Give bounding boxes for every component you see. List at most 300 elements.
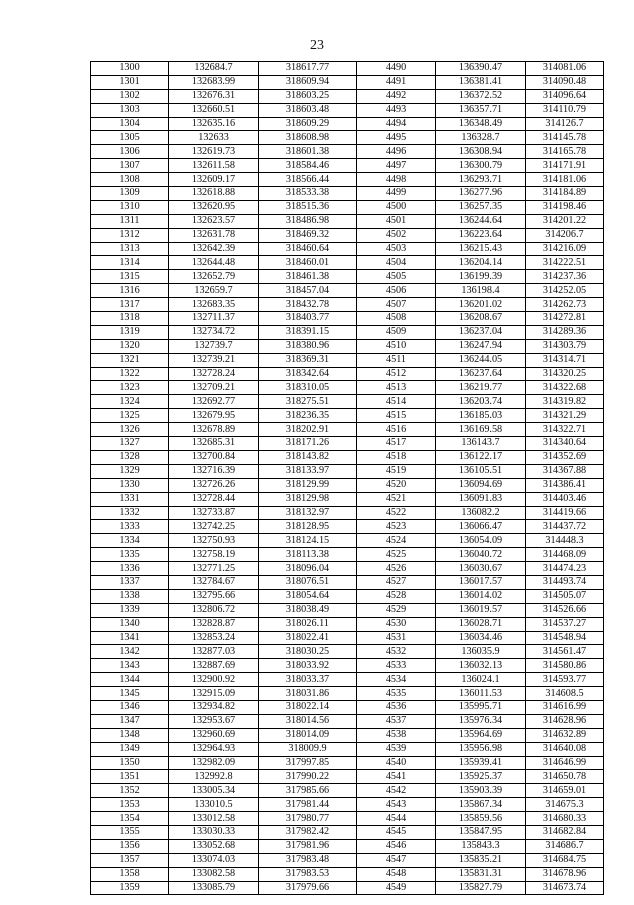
- point-number-right-cell: 4505: [357, 270, 436, 284]
- y-coordinate-right-cell: 314198.46: [526, 200, 604, 214]
- table-row: [91, 242, 604, 256]
- table-row: [91, 589, 604, 603]
- x-coordinate-right-cell: 136308.94: [436, 145, 526, 159]
- x-coordinate-left-cell: 132934.82: [169, 700, 259, 714]
- x-coordinate-right-cell: 136019.57: [436, 603, 526, 617]
- table-row: [91, 200, 604, 214]
- x-coordinate-left-cell: 132877.03: [169, 645, 259, 659]
- table-row: [91, 603, 604, 617]
- x-coordinate-right-cell: 136348.49: [436, 117, 526, 131]
- point-number-right-cell: 4512: [357, 367, 436, 381]
- table-row: [91, 339, 604, 353]
- point-number-right-cell: 4524: [357, 534, 436, 548]
- x-coordinate-right-cell: 136293.71: [436, 173, 526, 187]
- y-coordinate-right-cell: 314222.51: [526, 256, 604, 270]
- x-coordinate-right-cell: 136105.51: [436, 464, 526, 478]
- point-number-left-cell: 1343: [91, 659, 169, 673]
- y-coordinate-left-cell: 317983.53: [259, 867, 357, 881]
- x-coordinate-left-cell: 132739.7: [169, 339, 259, 353]
- x-coordinate-right-cell: 136244.64: [436, 214, 526, 228]
- x-coordinate-left-cell: 132611.58: [169, 159, 259, 173]
- y-coordinate-left-cell: 318236.35: [259, 409, 357, 423]
- y-coordinate-right-cell: 314403.46: [526, 492, 604, 506]
- y-coordinate-left-cell: 318460.64: [259, 242, 357, 256]
- point-number-right-cell: 4548: [357, 867, 436, 881]
- point-number-right-cell: 4549: [357, 881, 436, 895]
- y-coordinate-right-cell: 314505.07: [526, 589, 604, 603]
- x-coordinate-right-cell: 136300.79: [436, 159, 526, 173]
- y-coordinate-left-cell: 318014.09: [259, 728, 357, 742]
- x-coordinate-left-cell: 132726.26: [169, 478, 259, 492]
- y-coordinate-left-cell: 318030.25: [259, 645, 357, 659]
- point-number-left-cell: 1334: [91, 534, 169, 548]
- point-number-right-cell: 4530: [357, 617, 436, 631]
- point-number-left-cell: 1338: [91, 589, 169, 603]
- x-coordinate-left-cell: 132716.39: [169, 464, 259, 478]
- table-row: [91, 881, 604, 895]
- table-row: [91, 645, 604, 659]
- y-coordinate-right-cell: 314262.73: [526, 298, 604, 312]
- point-number-left-cell: 1336: [91, 562, 169, 576]
- x-coordinate-right-cell: 135903.39: [436, 784, 526, 798]
- y-coordinate-right-cell: 314593.77: [526, 673, 604, 687]
- coordinates-table-container: [90, 61, 603, 895]
- point-number-left-cell: 1359: [91, 881, 169, 895]
- point-number-left-cell: 1329: [91, 464, 169, 478]
- y-coordinate-left-cell: 318533.38: [259, 187, 357, 201]
- y-coordinate-left-cell: 318129.98: [259, 492, 357, 506]
- y-coordinate-left-cell: 318129.99: [259, 478, 357, 492]
- y-coordinate-right-cell: 314252.05: [526, 284, 604, 298]
- y-coordinate-left-cell: 318033.37: [259, 673, 357, 687]
- y-coordinate-left-cell: 318096.04: [259, 562, 357, 576]
- point-number-right-cell: 4510: [357, 339, 436, 353]
- point-number-right-cell: 4497: [357, 159, 436, 173]
- point-number-left-cell: 1317: [91, 298, 169, 312]
- point-number-left-cell: 1321: [91, 353, 169, 367]
- y-coordinate-left-cell: 318113.38: [259, 548, 357, 562]
- y-coordinate-right-cell: 314537.27: [526, 617, 604, 631]
- y-coordinate-left-cell: 318601.38: [259, 145, 357, 159]
- table-row: [91, 159, 604, 173]
- point-number-right-cell: 4507: [357, 298, 436, 312]
- y-coordinate-right-cell: 314386.41: [526, 478, 604, 492]
- x-coordinate-left-cell: 132992.8: [169, 770, 259, 784]
- x-coordinate-right-cell: 136011.53: [436, 687, 526, 701]
- point-number-left-cell: 1308: [91, 173, 169, 187]
- x-coordinate-left-cell: 132982.09: [169, 756, 259, 770]
- table-row: [91, 770, 604, 784]
- y-coordinate-right-cell: 314468.09: [526, 548, 604, 562]
- y-coordinate-right-cell: 314289.36: [526, 325, 604, 339]
- point-number-left-cell: 1333: [91, 520, 169, 534]
- y-coordinate-left-cell: 318022.14: [259, 700, 357, 714]
- point-number-right-cell: 4499: [357, 187, 436, 201]
- x-coordinate-left-cell: 132953.67: [169, 714, 259, 728]
- x-coordinate-right-cell: 136024.1: [436, 673, 526, 687]
- x-coordinate-left-cell: 132733.87: [169, 506, 259, 520]
- y-coordinate-right-cell: 314673.74: [526, 881, 604, 895]
- x-coordinate-left-cell: 132915.09: [169, 687, 259, 701]
- x-coordinate-left-cell: 132887.69: [169, 659, 259, 673]
- y-coordinate-right-cell: 314616.99: [526, 700, 604, 714]
- x-coordinate-left-cell: 132806.72: [169, 603, 259, 617]
- x-coordinate-left-cell: 132642.39: [169, 242, 259, 256]
- point-number-left-cell: 1324: [91, 395, 169, 409]
- y-coordinate-right-cell: 314322.71: [526, 423, 604, 437]
- x-coordinate-right-cell: 136204.14: [436, 256, 526, 270]
- y-coordinate-right-cell: 314272.81: [526, 312, 604, 326]
- x-coordinate-right-cell: 136219.77: [436, 381, 526, 395]
- point-number-left-cell: 1309: [91, 187, 169, 201]
- y-coordinate-left-cell: 318403.77: [259, 312, 357, 326]
- y-coordinate-left-cell: 318054.64: [259, 589, 357, 603]
- point-number-left-cell: 1348: [91, 728, 169, 742]
- point-number-left-cell: 1342: [91, 645, 169, 659]
- x-coordinate-right-cell: 136028.71: [436, 617, 526, 631]
- point-number-left-cell: 1312: [91, 228, 169, 242]
- point-number-left-cell: 1341: [91, 631, 169, 645]
- x-coordinate-right-cell: 135835.21: [436, 853, 526, 867]
- table-row: [91, 853, 604, 867]
- x-coordinate-left-cell: 132734.72: [169, 325, 259, 339]
- table-row: [91, 839, 604, 853]
- y-coordinate-left-cell: 318461.38: [259, 270, 357, 284]
- x-coordinate-left-cell: 132620.95: [169, 200, 259, 214]
- point-number-right-cell: 4521: [357, 492, 436, 506]
- x-coordinate-right-cell: 136277.96: [436, 187, 526, 201]
- point-number-right-cell: 4533: [357, 659, 436, 673]
- x-coordinate-left-cell: 132644.48: [169, 256, 259, 270]
- point-number-right-cell: 4508: [357, 312, 436, 326]
- x-coordinate-left-cell: 132618.88: [169, 187, 259, 201]
- y-coordinate-left-cell: 318033.92: [259, 659, 357, 673]
- y-coordinate-right-cell: 314171.91: [526, 159, 604, 173]
- point-number-right-cell: 4509: [357, 325, 436, 339]
- y-coordinate-left-cell: 318515.36: [259, 200, 357, 214]
- y-coordinate-left-cell: 317979.66: [259, 881, 357, 895]
- x-coordinate-right-cell: 136390.47: [436, 62, 526, 76]
- x-coordinate-right-cell: 136244.05: [436, 353, 526, 367]
- x-coordinate-right-cell: 135976.34: [436, 714, 526, 728]
- point-number-left-cell: 1332: [91, 506, 169, 520]
- point-number-left-cell: 1316: [91, 284, 169, 298]
- x-coordinate-right-cell: 136032.13: [436, 659, 526, 673]
- y-coordinate-left-cell: 318603.25: [259, 89, 357, 103]
- x-coordinate-right-cell: 136066.47: [436, 520, 526, 534]
- y-coordinate-right-cell: 314352.69: [526, 450, 604, 464]
- y-coordinate-left-cell: 318038.49: [259, 603, 357, 617]
- point-number-left-cell: 1301: [91, 75, 169, 89]
- y-coordinate-left-cell: 318486.98: [259, 214, 357, 228]
- y-coordinate-left-cell: 318076.51: [259, 575, 357, 589]
- point-number-left-cell: 1337: [91, 575, 169, 589]
- y-coordinate-right-cell: 314682.84: [526, 825, 604, 839]
- table-row: [91, 492, 604, 506]
- table-row: [91, 548, 604, 562]
- y-coordinate-right-cell: 314181.06: [526, 173, 604, 187]
- point-number-right-cell: 4532: [357, 645, 436, 659]
- x-coordinate-left-cell: 132771.25: [169, 562, 259, 576]
- x-coordinate-right-cell: 136054.09: [436, 534, 526, 548]
- y-coordinate-right-cell: 314322.68: [526, 381, 604, 395]
- table-row: [91, 867, 604, 881]
- x-coordinate-left-cell: 133030.33: [169, 825, 259, 839]
- point-number-left-cell: 1315: [91, 270, 169, 284]
- point-number-left-cell: 1300: [91, 62, 169, 76]
- x-coordinate-right-cell: 135867.34: [436, 798, 526, 812]
- y-coordinate-right-cell: 314628.96: [526, 714, 604, 728]
- table-row: [91, 367, 604, 381]
- point-number-left-cell: 1351: [91, 770, 169, 784]
- y-coordinate-right-cell: 314548.94: [526, 631, 604, 645]
- x-coordinate-right-cell: 135956.98: [436, 742, 526, 756]
- y-coordinate-right-cell: 314419.66: [526, 506, 604, 520]
- table-row: [91, 659, 604, 673]
- x-coordinate-right-cell: 136215.43: [436, 242, 526, 256]
- point-number-right-cell: 4537: [357, 714, 436, 728]
- x-coordinate-right-cell: 136017.57: [436, 575, 526, 589]
- point-number-right-cell: 4542: [357, 784, 436, 798]
- point-number-right-cell: 4520: [357, 478, 436, 492]
- point-number-right-cell: 4494: [357, 117, 436, 131]
- x-coordinate-right-cell: 136169.58: [436, 423, 526, 437]
- point-number-left-cell: 1355: [91, 825, 169, 839]
- y-coordinate-right-cell: 314126.7: [526, 117, 604, 131]
- point-number-right-cell: 4546: [357, 839, 436, 853]
- x-coordinate-right-cell: 135859.56: [436, 812, 526, 826]
- point-number-right-cell: 4490: [357, 62, 436, 76]
- x-coordinate-left-cell: 132678.89: [169, 423, 259, 437]
- y-coordinate-right-cell: 314474.23: [526, 562, 604, 576]
- table-row: [91, 409, 604, 423]
- x-coordinate-right-cell: 136143.7: [436, 437, 526, 451]
- table-row: [91, 687, 604, 701]
- x-coordinate-right-cell: 135939.41: [436, 756, 526, 770]
- x-coordinate-right-cell: 135925.37: [436, 770, 526, 784]
- point-number-right-cell: 4517: [357, 437, 436, 451]
- y-coordinate-left-cell: 318460.01: [259, 256, 357, 270]
- y-coordinate-left-cell: 318310.05: [259, 381, 357, 395]
- x-coordinate-left-cell: 132758.19: [169, 548, 259, 562]
- x-coordinate-left-cell: 133010.5: [169, 798, 259, 812]
- x-coordinate-left-cell: 132728.44: [169, 492, 259, 506]
- point-number-left-cell: 1353: [91, 798, 169, 812]
- table-row: [91, 353, 604, 367]
- point-number-right-cell: 4547: [357, 853, 436, 867]
- table-row: [91, 450, 604, 464]
- x-coordinate-right-cell: 135964.69: [436, 728, 526, 742]
- table-row: [91, 381, 604, 395]
- table-row: [91, 284, 604, 298]
- point-number-left-cell: 1325: [91, 409, 169, 423]
- point-number-left-cell: 1352: [91, 784, 169, 798]
- point-number-left-cell: 1302: [91, 89, 169, 103]
- table-row: [91, 812, 604, 826]
- x-coordinate-left-cell: 132700.84: [169, 450, 259, 464]
- point-number-left-cell: 1335: [91, 548, 169, 562]
- x-coordinate-left-cell: 132623.57: [169, 214, 259, 228]
- y-coordinate-right-cell: 314448.3: [526, 534, 604, 548]
- y-coordinate-left-cell: 318022.41: [259, 631, 357, 645]
- y-coordinate-right-cell: 314659.01: [526, 784, 604, 798]
- table-row: [91, 756, 604, 770]
- y-coordinate-left-cell: 318369.31: [259, 353, 357, 367]
- y-coordinate-right-cell: 314321.29: [526, 409, 604, 423]
- x-coordinate-right-cell: 135827.79: [436, 881, 526, 895]
- y-coordinate-left-cell: 318124.15: [259, 534, 357, 548]
- y-coordinate-right-cell: 314340.64: [526, 437, 604, 451]
- x-coordinate-right-cell: 136185.03: [436, 409, 526, 423]
- x-coordinate-left-cell: 132828.87: [169, 617, 259, 631]
- point-number-left-cell: 1326: [91, 423, 169, 437]
- table-row: [91, 117, 604, 131]
- point-number-left-cell: 1318: [91, 312, 169, 326]
- x-coordinate-right-cell: 135843.3: [436, 839, 526, 853]
- y-coordinate-left-cell: 318202.91: [259, 423, 357, 437]
- x-coordinate-left-cell: 132683.99: [169, 75, 259, 89]
- point-number-left-cell: 1313: [91, 242, 169, 256]
- x-coordinate-right-cell: 136198.4: [436, 284, 526, 298]
- y-coordinate-left-cell: 318143.82: [259, 450, 357, 464]
- y-coordinate-right-cell: 314640.08: [526, 742, 604, 756]
- y-coordinate-left-cell: 318380.96: [259, 339, 357, 353]
- y-coordinate-right-cell: 314319.82: [526, 395, 604, 409]
- table-row: [91, 89, 604, 103]
- x-coordinate-right-cell: 136257.35: [436, 200, 526, 214]
- point-number-right-cell: 4523: [357, 520, 436, 534]
- y-coordinate-right-cell: 314632.89: [526, 728, 604, 742]
- point-number-left-cell: 1356: [91, 839, 169, 853]
- x-coordinate-left-cell: 132742.25: [169, 520, 259, 534]
- point-number-right-cell: 4531: [357, 631, 436, 645]
- x-coordinate-right-cell: 136091.83: [436, 492, 526, 506]
- y-coordinate-left-cell: 317982.42: [259, 825, 357, 839]
- y-coordinate-right-cell: 314608.5: [526, 687, 604, 701]
- x-coordinate-right-cell: 136208.67: [436, 312, 526, 326]
- table-row: [91, 714, 604, 728]
- x-coordinate-left-cell: 132900.92: [169, 673, 259, 687]
- y-coordinate-left-cell: 318469.32: [259, 228, 357, 242]
- point-number-left-cell: 1310: [91, 200, 169, 214]
- point-number-right-cell: 4491: [357, 75, 436, 89]
- point-number-left-cell: 1354: [91, 812, 169, 826]
- x-coordinate-left-cell: 132711.37: [169, 312, 259, 326]
- x-coordinate-left-cell: 132685.31: [169, 437, 259, 451]
- point-number-right-cell: 4529: [357, 603, 436, 617]
- table-row: [91, 798, 604, 812]
- x-coordinate-left-cell: 133085.79: [169, 881, 259, 895]
- x-coordinate-right-cell: 136040.72: [436, 548, 526, 562]
- y-coordinate-right-cell: 314090.48: [526, 75, 604, 89]
- x-coordinate-left-cell: 132619.73: [169, 145, 259, 159]
- table-row: [91, 631, 604, 645]
- y-coordinate-right-cell: 314684.75: [526, 853, 604, 867]
- point-number-right-cell: 4496: [357, 145, 436, 159]
- y-coordinate-right-cell: 314650.78: [526, 770, 604, 784]
- x-coordinate-right-cell: 136247.94: [436, 339, 526, 353]
- table-row: [91, 673, 604, 687]
- y-coordinate-left-cell: 318026.11: [259, 617, 357, 631]
- y-coordinate-right-cell: 314201.22: [526, 214, 604, 228]
- y-coordinate-left-cell: 318566.44: [259, 173, 357, 187]
- x-coordinate-right-cell: 136094.69: [436, 478, 526, 492]
- point-number-right-cell: 4500: [357, 200, 436, 214]
- point-number-right-cell: 4538: [357, 728, 436, 742]
- y-coordinate-right-cell: 314216.09: [526, 242, 604, 256]
- page-number: 23: [310, 38, 324, 53]
- y-coordinate-left-cell: 318608.98: [259, 131, 357, 145]
- point-number-right-cell: 4495: [357, 131, 436, 145]
- x-coordinate-left-cell: 132728.24: [169, 367, 259, 381]
- table-row: [91, 395, 604, 409]
- x-coordinate-left-cell: 132676.31: [169, 89, 259, 103]
- y-coordinate-right-cell: 314165.78: [526, 145, 604, 159]
- y-coordinate-left-cell: 317980.77: [259, 812, 357, 826]
- table-row: [91, 534, 604, 548]
- y-coordinate-right-cell: 314561.47: [526, 645, 604, 659]
- point-number-left-cell: 1330: [91, 478, 169, 492]
- y-coordinate-right-cell: 314206.7: [526, 228, 604, 242]
- y-coordinate-right-cell: 314320.25: [526, 367, 604, 381]
- x-coordinate-left-cell: 132750.93: [169, 534, 259, 548]
- x-coordinate-left-cell: 133052.68: [169, 839, 259, 853]
- table-row: [91, 784, 604, 798]
- x-coordinate-left-cell: 132684.7: [169, 62, 259, 76]
- table-row: [91, 464, 604, 478]
- point-number-right-cell: 4501: [357, 214, 436, 228]
- y-coordinate-left-cell: 318584.46: [259, 159, 357, 173]
- y-coordinate-left-cell: 317981.96: [259, 839, 357, 853]
- x-coordinate-right-cell: 136082.2: [436, 506, 526, 520]
- point-number-right-cell: 4528: [357, 589, 436, 603]
- x-coordinate-right-cell: 136014.02: [436, 589, 526, 603]
- point-number-left-cell: 1305: [91, 131, 169, 145]
- point-number-right-cell: 4493: [357, 103, 436, 117]
- x-coordinate-right-cell: 135995.71: [436, 700, 526, 714]
- point-number-left-cell: 1357: [91, 853, 169, 867]
- x-coordinate-right-cell: 136035.9: [436, 645, 526, 659]
- x-coordinate-right-cell: 136328.7: [436, 131, 526, 145]
- point-number-left-cell: 1304: [91, 117, 169, 131]
- point-number-right-cell: 4498: [357, 173, 436, 187]
- x-coordinate-left-cell: 132679.95: [169, 409, 259, 423]
- x-coordinate-left-cell: 132652.79: [169, 270, 259, 284]
- x-coordinate-left-cell: 132660.51: [169, 103, 259, 117]
- point-number-right-cell: 4544: [357, 812, 436, 826]
- point-number-right-cell: 4511: [357, 353, 436, 367]
- x-coordinate-right-cell: 136201.02: [436, 298, 526, 312]
- point-number-right-cell: 4502: [357, 228, 436, 242]
- point-number-left-cell: 1345: [91, 687, 169, 701]
- point-number-left-cell: 1306: [91, 145, 169, 159]
- point-number-left-cell: 1303: [91, 103, 169, 117]
- table-row: [91, 187, 604, 201]
- point-number-right-cell: 4535: [357, 687, 436, 701]
- x-coordinate-right-cell: 135831.31: [436, 867, 526, 881]
- point-number-right-cell: 4516: [357, 423, 436, 437]
- point-number-left-cell: 1322: [91, 367, 169, 381]
- y-coordinate-left-cell: 318171.26: [259, 437, 357, 451]
- point-number-left-cell: 1346: [91, 700, 169, 714]
- y-coordinate-left-cell: 317981.44: [259, 798, 357, 812]
- x-coordinate-right-cell: 136034.46: [436, 631, 526, 645]
- point-number-right-cell: 4534: [357, 673, 436, 687]
- x-coordinate-right-cell: 135847.95: [436, 825, 526, 839]
- x-coordinate-left-cell: 133012.58: [169, 812, 259, 826]
- point-number-right-cell: 4503: [357, 242, 436, 256]
- y-coordinate-left-cell: 318031.86: [259, 687, 357, 701]
